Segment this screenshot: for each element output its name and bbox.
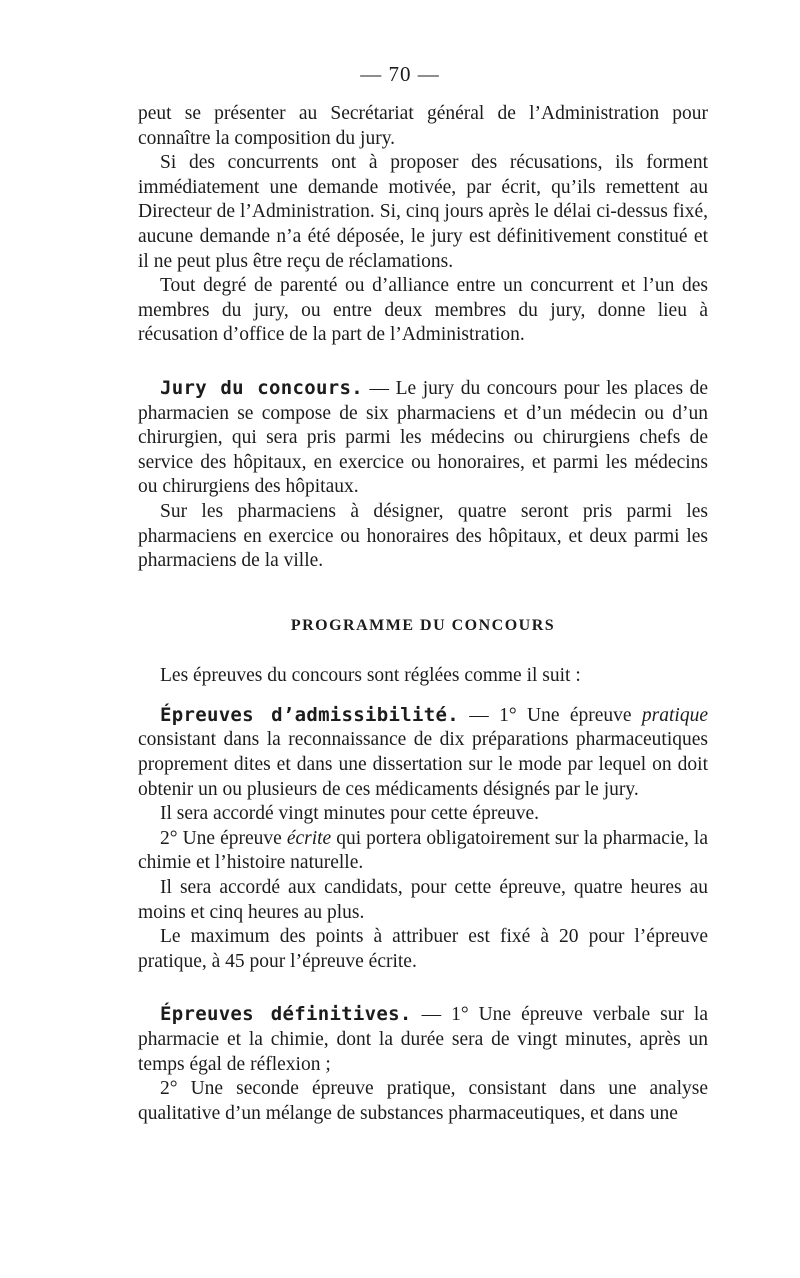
heading-definitives: Épreuves définitives. (160, 1003, 412, 1026)
paragraph-8: Il sera accordé vingt minutes pour cette épreuve. (160, 803, 540, 825)
paragraph-admissibilite (138, 703, 708, 802)
paragraph-definitives (138, 1002, 708, 1077)
paragraph-2: Si des concurrents ont à proposer des récusations, ils forment immédiatement une demande motivée, par écrit, qu’ils remettent au Directeur de l’Administration. Si, cinq jours après le délai ci-dessus fixé, aucune demande n’a été déposée, le jury est définitivement constitué et il ne peut plus être reçu de réclamations. (138, 152, 708, 272)
paragraph-1: peut se présenter au Secrétariat général de l’Administration pour connaître la composition du jury. (138, 103, 708, 149)
ecrite-text-a: 2° Une épreuve (160, 827, 287, 849)
admissibilite-text-b: consistant dans la reconnaissance de dix préparations pharmaceutiques proprement dites et dans une dissertation sur le mode par lequel on doit obtenir un ou plusieurs de ces médicaments désignés par le jury. (138, 729, 708, 800)
admissibilite-text-a: — 1° Une épreuve (458, 704, 642, 726)
paragraph-jury-body: — Le jury du concours pour les places de pharmacien se compose de six pharmaciens et d’un médecin ou d’un chirurgien, qui sera pris parmi les médecins ou chirurgiens chefs de service des hôpitaux, en exercice ou honoraires, et parmi les médecins ou chirurgiens des hôpitaux. (138, 377, 709, 498)
paragraph-9 (138, 827, 708, 876)
heading-jury: Jury du concours. (160, 376, 363, 399)
paragraph-6: Les épreuves du concours sont réglées comme il suit : (160, 665, 581, 687)
page-number: — 70 — (360, 62, 440, 86)
admissibilite-emphasis: pratique (641, 704, 708, 726)
section-title: PROGRAMME DU CONCOURS (290, 616, 556, 634)
paragraph-11: Le maximum des points à attribuer est fixé à 20 pour l’épreuve pratique, à 45 pour l’épreuve écrite. (138, 926, 708, 972)
paragraph-13: 2° Une seconde épreuve pratique, consistant dans une analyse qualitative d’un mélange de substances pharmaceutiques, et dans une (138, 1078, 708, 1124)
paragraph-5: Sur les pharmaciens à désigner, quatre seront pris parmi les pharmaciens en exercice ou honoraires des hôpitaux, et deux parmi les pharmaciens de la ville. (138, 500, 708, 572)
definitives-text: — 1° Une épreuve verbale sur la pharmacie et la chimie, dont la durée sera de vingt minutes, après un temps égal de réflexion ; (138, 1004, 708, 1075)
heading-admissibilite: Épreuves d’admissibilité. (160, 703, 459, 726)
ecrite-text-b: qui portera obligatoirement sur la pharmacie, la chimie et l’histoire naturelle. (138, 827, 708, 874)
ecrite-emphasis: écrite (286, 827, 332, 849)
paragraph-10: Il sera accordé aux candidats, pour cette épreuve, quatre heures au moins et cinq heures au plus. (138, 877, 708, 923)
paragraph-3: Tout degré de parenté ou d’alliance entre un concurrent et l’un des membres du jury, ou entre deux membres du jury, donne lieu à récusation d’office de la part de l’Administration. (138, 275, 708, 346)
paragraph-jury (138, 376, 708, 500)
body-text (138, 102, 708, 1126)
